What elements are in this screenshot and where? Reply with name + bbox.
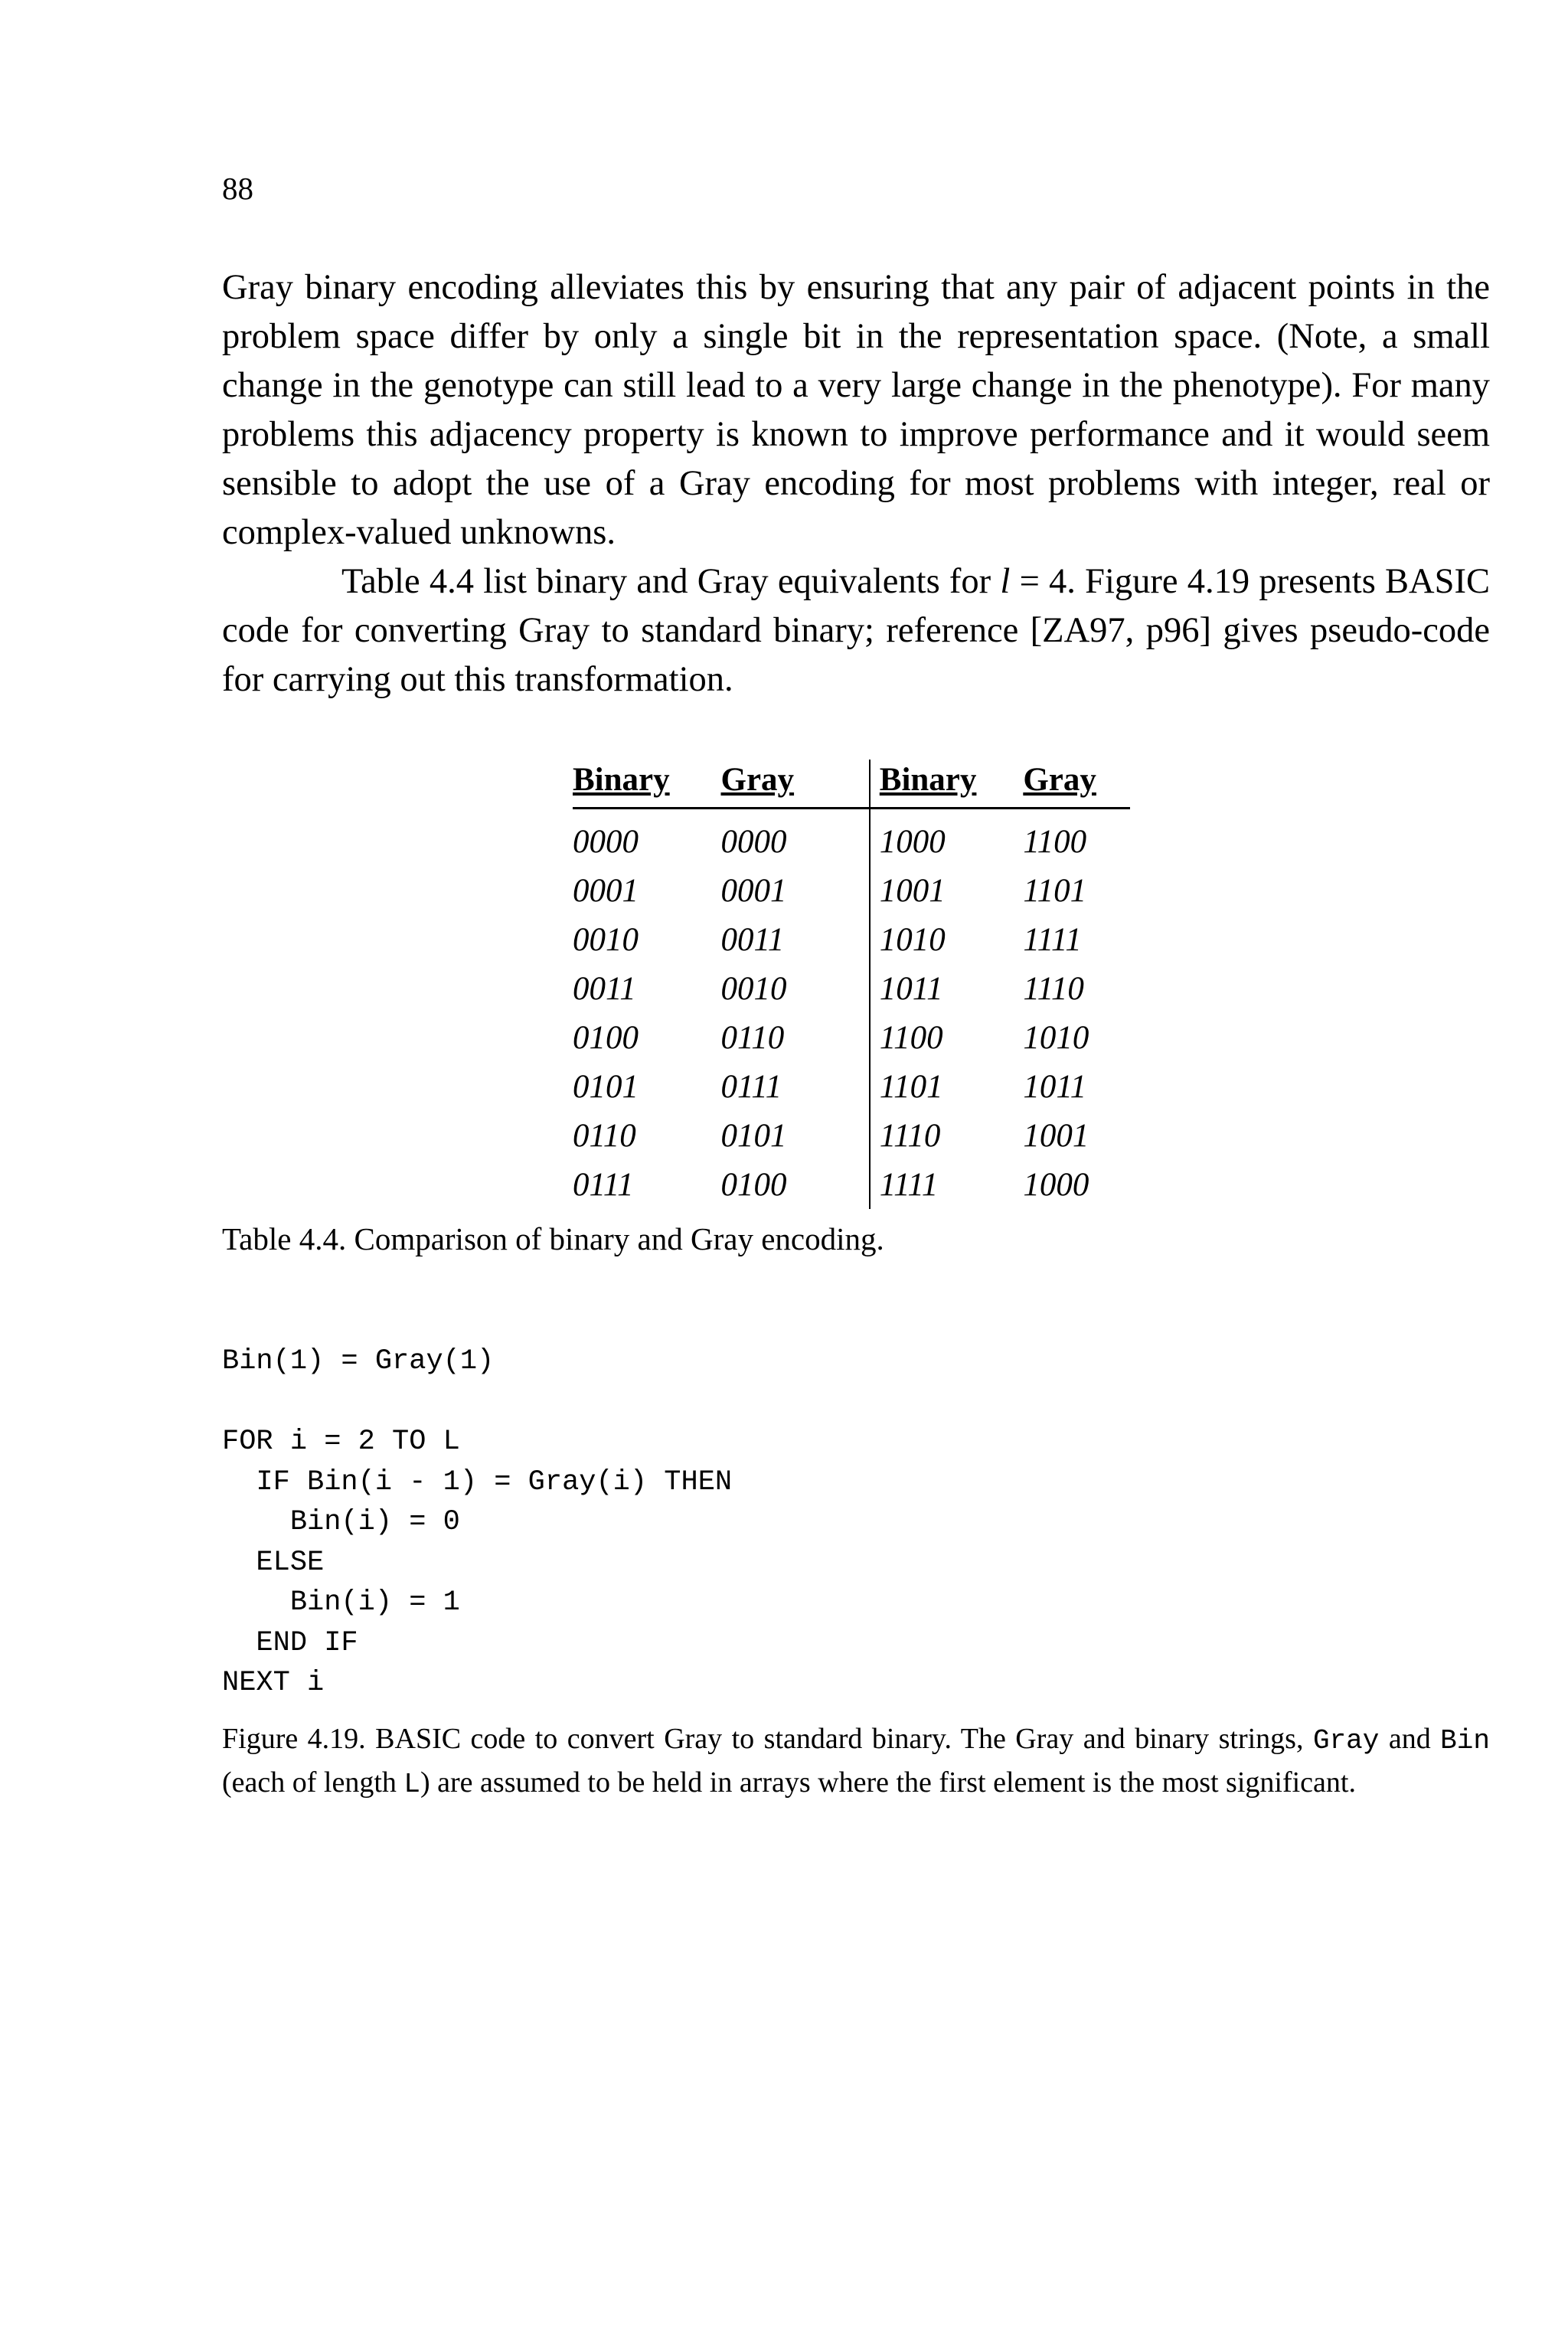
paragraph-table-reference [222, 557, 1490, 704]
table-caption: Table 4.4. Comparison of binary and Gray encoding. [222, 1221, 884, 1256]
table-cell: 1001 [879, 872, 946, 909]
paragraph-text-end: = 4. Figure 4.19 presents BASIC code for converting Gray to standard binary; reference [ZA97, p96] gives pseudo-code for carrying out this transformation. [222, 562, 1490, 699]
caption-text: (each of length [222, 1766, 404, 1799]
page-number: 88 [222, 171, 253, 206]
table-row [573, 915, 1130, 964]
table-cell: 0010 [721, 964, 870, 1013]
table-cell: 0111 [573, 1166, 634, 1203]
code-line: FOR i = 2 TO L [222, 1426, 460, 1458]
table-cell: 1101 [1023, 872, 1087, 909]
table-cell: 0100 [721, 1160, 870, 1209]
table-cell: 1001 [1023, 1117, 1089, 1154]
table-row [573, 1013, 1130, 1062]
table-cell: 1100 [879, 1019, 943, 1056]
body-text [222, 263, 1490, 704]
caption-code-bin: Bin [1440, 1725, 1490, 1756]
table-cell: 1110 [879, 1117, 941, 1154]
table-row [573, 964, 1130, 1013]
basic-code-block [222, 1341, 732, 1704]
table-cell: 1011 [879, 970, 943, 1007]
table-row [573, 866, 1130, 915]
paragraph-text-start: Table 4.4 list binary and Gray equivalents for [341, 562, 1001, 601]
table-cell: 0010 [573, 921, 639, 958]
table-cell: 0011 [573, 970, 636, 1007]
table-cell: 1000 [1023, 1166, 1089, 1203]
table-cell: 1000 [879, 823, 946, 860]
table-cell: 1111 [879, 1166, 939, 1203]
code-line: Bin(1) = Gray(1) [222, 1345, 495, 1377]
table-cell: 1100 [1023, 823, 1087, 860]
gray-binary-table [573, 760, 1130, 1209]
table-cell: 0100 [573, 1019, 639, 1056]
table-cell: 0001 [573, 872, 639, 909]
table-cell: 0011 [721, 915, 870, 964]
table-cell: 1101 [879, 1068, 943, 1105]
table-header-row [573, 760, 1130, 809]
caption-code-gray: Gray [1312, 1725, 1380, 1756]
table-row [573, 1160, 1130, 1209]
table-cell: 0111 [721, 1062, 870, 1111]
table-cell: 0101 [573, 1068, 639, 1105]
table-cell: 0000 [721, 809, 870, 867]
table-row [573, 1111, 1130, 1160]
caption-code-l: L [403, 1769, 420, 1800]
variable-l: l [1000, 562, 1011, 601]
caption-text: Figure 4.19. BASIC code to convert Gray to standard binary. The Gray and binary strings, [222, 1723, 1313, 1755]
code-line: ELSE [222, 1546, 325, 1579]
table-cell: 0001 [721, 866, 870, 915]
code-line: NEXT i [222, 1667, 325, 1699]
table-row [573, 809, 1130, 867]
code-line [222, 1382, 732, 1423]
figure-caption [222, 1718, 1490, 1805]
code-line: IF Bin(i - 1) = Gray(i) THEN [222, 1465, 733, 1498]
table-cell: 0000 [573, 823, 639, 860]
caption-text: ) are assumed to be held in arrays where the first element is the most significant. [420, 1766, 1356, 1799]
table-cell: 1010 [1023, 1019, 1089, 1056]
paragraph-gray-encoding: Gray binary encoding alleviates this by ensuring that any pair of adjacent points in the problem space differ by only a single bit in the representation space. (Note, a small change in the genotype can still lead to a very large change in the phenotype). For many problems this adjacency property is known to improve performance and it would seem sensible to adopt the use of a Gray encoding for most problems with integer, real or complex-valued unknowns. [222, 268, 1490, 552]
header-gray-2: Gray [1023, 760, 1130, 809]
caption-text: and [1379, 1723, 1441, 1755]
header-binary-2: Binary [870, 760, 1024, 809]
table-cell: 1110 [1023, 970, 1084, 1007]
code-line: END IF [222, 1626, 358, 1659]
table-cell: 1010 [879, 921, 946, 958]
table-cell: 0110 [721, 1013, 870, 1062]
header-gray-1: Gray [721, 760, 870, 809]
table-row [573, 1062, 1130, 1111]
table-cell: 0110 [573, 1117, 636, 1154]
header-binary-1: Binary [573, 760, 721, 809]
table-cell: 1111 [1023, 921, 1082, 958]
table-cell: 1011 [1023, 1068, 1087, 1105]
code-line: Bin(i) = 1 [222, 1586, 460, 1619]
code-line: Bin(i) = 0 [222, 1506, 460, 1538]
table-cell: 0101 [721, 1111, 870, 1160]
comparison-table [573, 760, 1130, 1209]
